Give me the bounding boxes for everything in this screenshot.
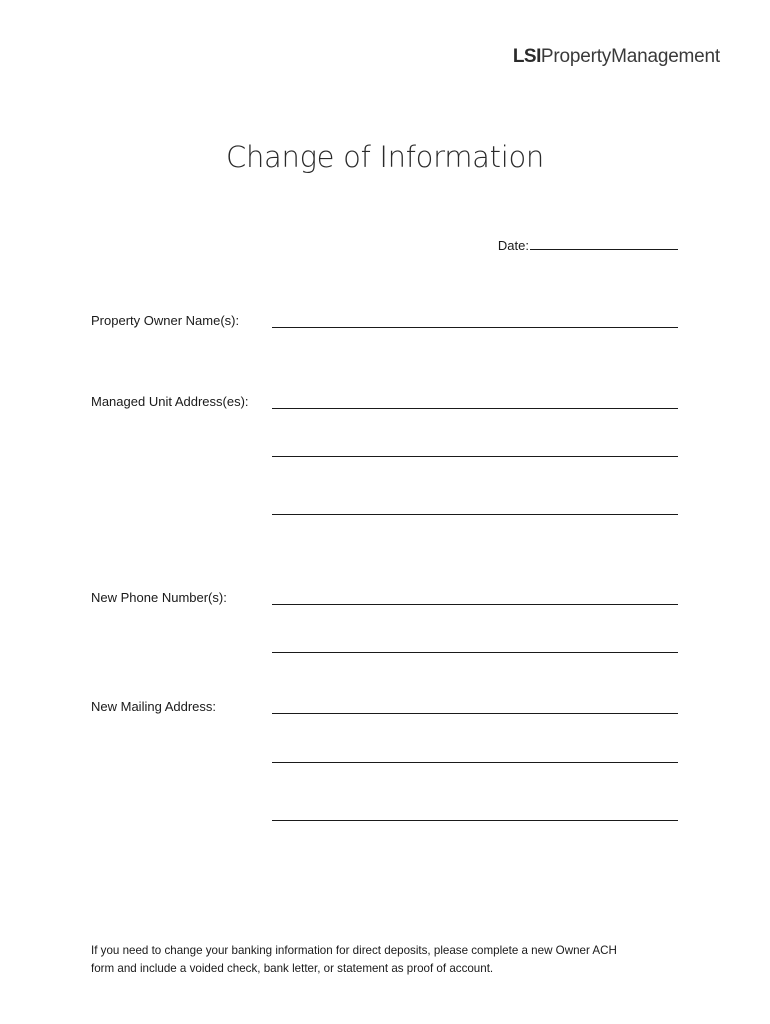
company-logo [513, 46, 720, 68]
footer-line-1: If you need to change your banking information for direct deposits, please complete a new Owner ACH [91, 944, 617, 957]
phone-numbers-line-1[interactable] [272, 604, 678, 605]
date-input-line[interactable] [530, 236, 678, 250]
unit-addresses-line-1[interactable] [272, 408, 678, 409]
phone-numbers-label: New Phone Number(s): [91, 590, 227, 605]
footer-line-2: form and include a voided check, bank letter, or statement as proof of account. [91, 962, 494, 975]
unit-addresses-label: Managed Unit Address(es): [91, 394, 249, 409]
logo-light-text: PropertyManagement [540, 46, 720, 67]
date-label: Date: [497, 238, 529, 253]
logo-bold-text: LSI [512, 46, 541, 67]
mailing-address-label: New Mailing Address: [91, 699, 216, 714]
date-row [498, 236, 678, 253]
unit-addresses-line-2[interactable] [272, 456, 678, 457]
phone-numbers-line-2[interactable] [272, 652, 678, 653]
unit-addresses-line-3[interactable] [272, 514, 678, 515]
owner-names-label: Property Owner Name(s): [91, 313, 240, 328]
owner-names-line[interactable] [272, 327, 678, 328]
mailing-address-line-2[interactable] [272, 762, 678, 763]
mailing-address-line-1[interactable] [272, 713, 678, 714]
page-title: Change of Information [226, 140, 544, 174]
footer-note [91, 942, 691, 978]
mailing-address-line-3[interactable] [272, 820, 678, 821]
